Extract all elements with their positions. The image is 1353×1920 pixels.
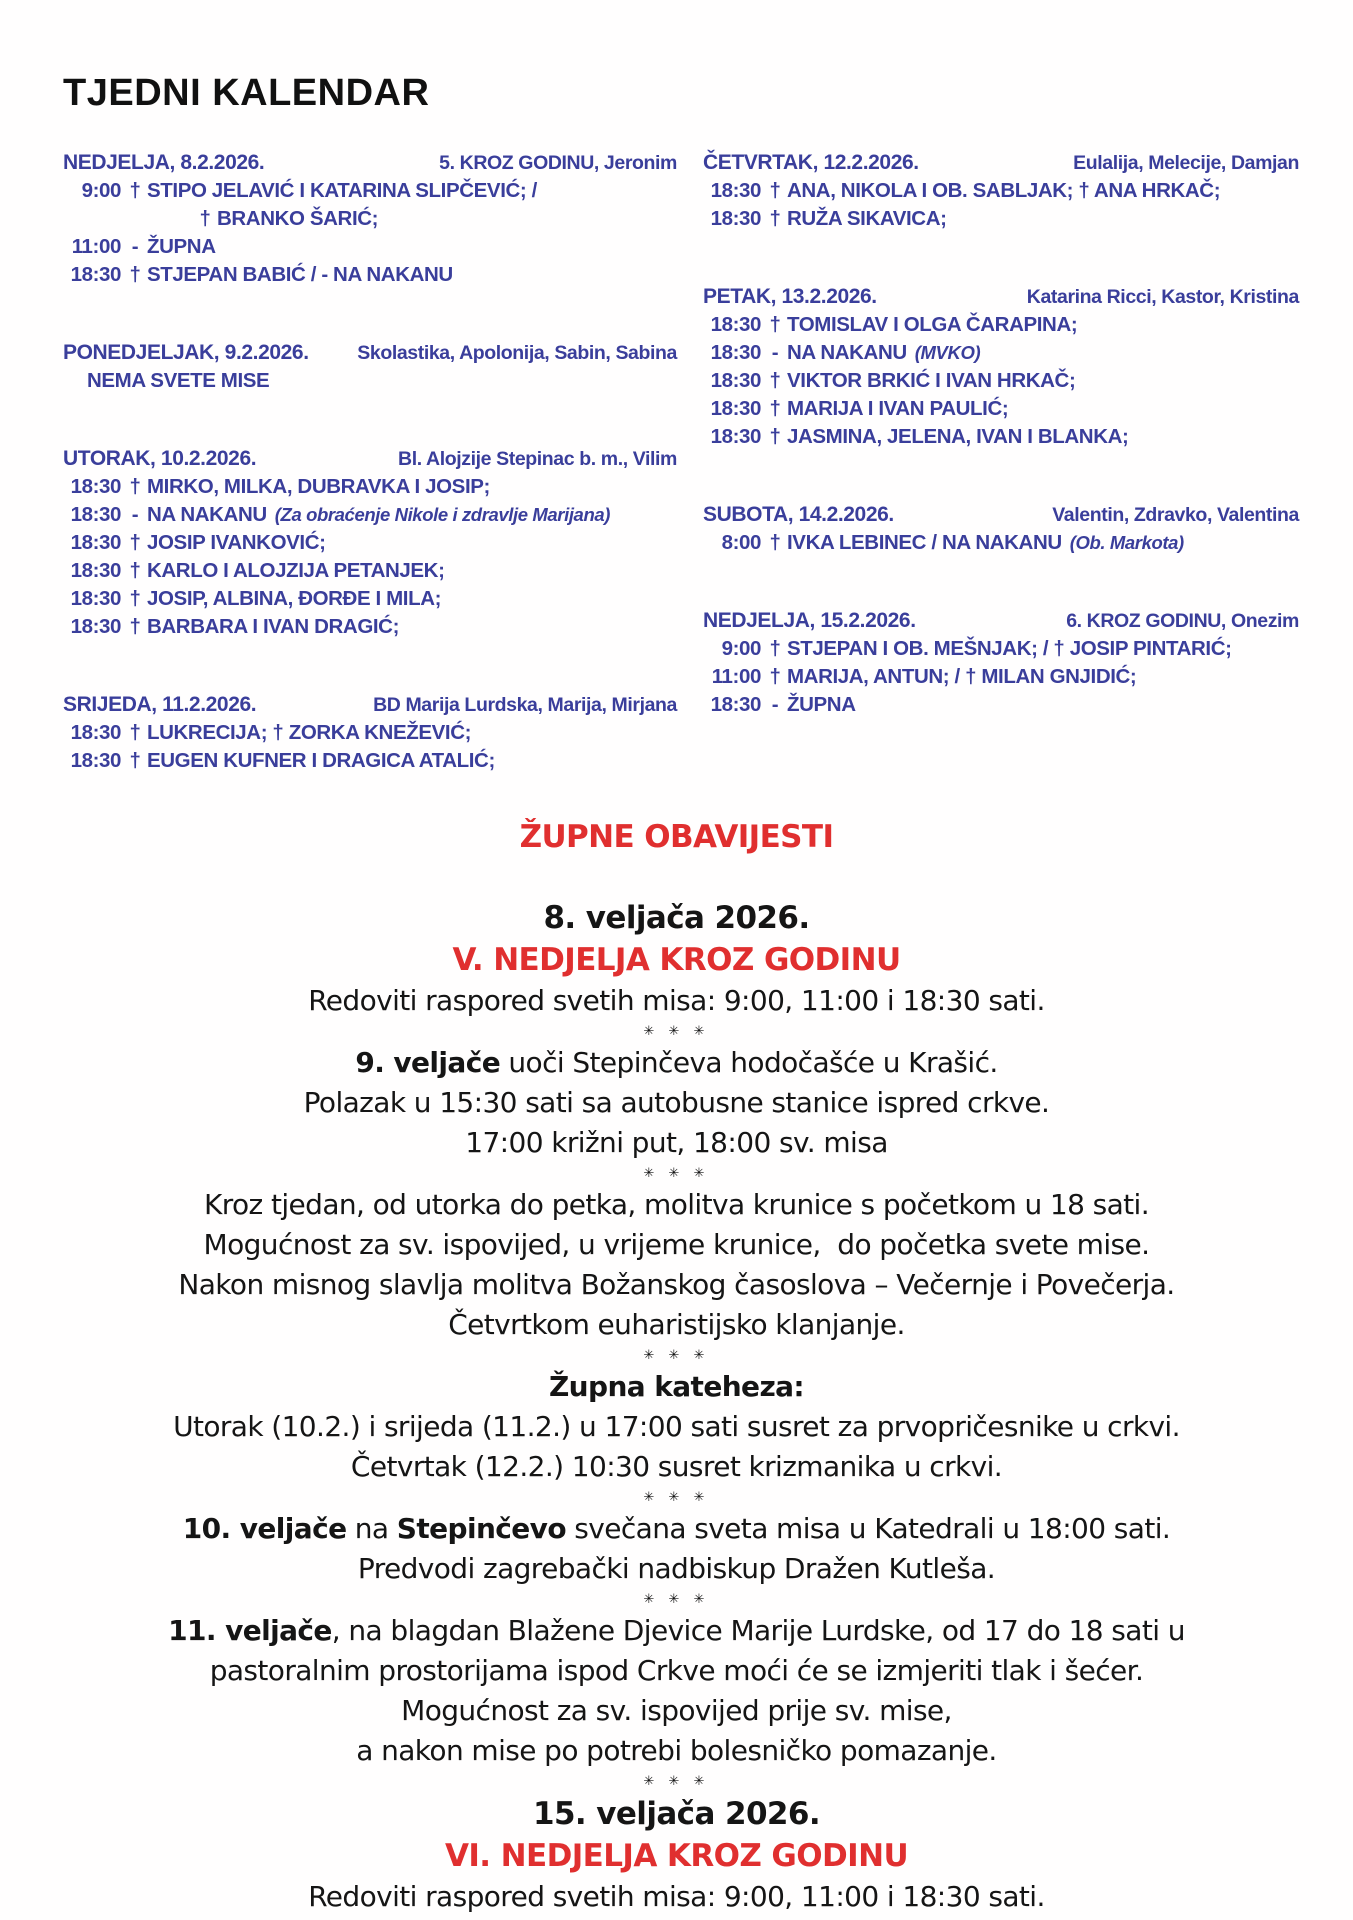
mass-text: MARIJA I IVAN PAULIĆ; xyxy=(787,397,1009,420)
mass-text: LUKRECIJA; † ZORKA KNEŽEVIĆ; xyxy=(147,721,472,744)
mass-line xyxy=(63,177,677,205)
mass-line xyxy=(63,585,677,613)
announcement-line xyxy=(36,1877,1317,1917)
announcements-body xyxy=(36,897,1317,1917)
day-name: SUBOTA, 14.2.2026. xyxy=(703,503,894,526)
mass-time: 18:30 xyxy=(70,721,121,744)
mass-line xyxy=(63,613,677,641)
mass-text: ŽUPNA xyxy=(787,693,856,716)
mass-line xyxy=(63,529,677,557)
calendar-columns xyxy=(63,149,1299,775)
day-block xyxy=(63,445,677,641)
mass-sep: † xyxy=(129,615,141,638)
day-header xyxy=(703,149,1299,177)
mass-line xyxy=(63,501,677,529)
mass-time: 11:00 xyxy=(711,665,761,688)
mass-line xyxy=(703,691,1299,719)
text-run: pastoralnim prostorijama ispod Crkve moći će se izmjeriti tlak i šećer. xyxy=(209,1654,1144,1687)
day-block xyxy=(63,691,677,775)
mass-line xyxy=(63,747,677,775)
day-feast: Skolastika, Apolonija, Sabin, Sabina xyxy=(357,342,677,364)
mass-time: 18:30 xyxy=(70,263,121,286)
mass-note: (MVKO) xyxy=(914,342,981,363)
stars-separator: ✳ ✳ ✳ xyxy=(643,1490,710,1505)
announcement-line xyxy=(36,1731,1317,1771)
mass-text: TOMISLAV I OLGA ČARAPINA; xyxy=(787,313,1078,336)
mass-time: 18:30 xyxy=(710,425,761,448)
mass-text: STJEPAN BABIĆ / - NA NAKANU xyxy=(147,263,453,286)
mass-sep: † xyxy=(129,179,141,202)
stars-separator: ✳ ✳ ✳ xyxy=(643,1024,710,1039)
mass-sep: † xyxy=(129,531,141,554)
mass-time: 18:30 xyxy=(70,749,121,772)
announcement-line xyxy=(36,1611,1317,1651)
mass-sep: - xyxy=(131,503,139,526)
announcement-line xyxy=(36,1835,1317,1877)
text-run: Mogućnost za sv. ispovijed prije sv. mise, xyxy=(401,1694,952,1727)
day-name: UTORAK, 10.2.2026. xyxy=(63,447,257,470)
mass-time: 18:30 xyxy=(70,615,121,638)
text-run: uoči Stepinčeva hodočašće u Krašić. xyxy=(500,1046,998,1079)
mass-text: STIPO JELAVIĆ I KATARINA SLIPČEVIĆ; / xyxy=(147,179,537,202)
day-name: PONEDJELJAK, 9.2.2026. xyxy=(63,341,309,364)
mass-sep: - xyxy=(131,235,139,258)
mass-text: EUGEN KUFNER I DRAGICA ATALIĆ; xyxy=(147,749,495,772)
mass-text: MIRKO, MILKA, DUBRAVKA I JOSIP; xyxy=(147,475,490,498)
calendar-title: TJEDNI KALENDAR xyxy=(63,72,430,114)
mass-text: STJEPAN I OB. MEŠNJAK; / † JOSIP PINTARIĆ; xyxy=(787,637,1232,660)
announcement-line xyxy=(36,1083,1317,1123)
announcement-line xyxy=(36,1509,1317,1549)
text-run: na xyxy=(346,1512,397,1545)
announcement-line xyxy=(36,939,1317,981)
mass-time: 18:30 xyxy=(710,313,761,336)
text-run: 10. veljače xyxy=(182,1512,347,1545)
mass-sep: † xyxy=(129,475,141,498)
announcement-line xyxy=(36,1651,1317,1691)
mass-line xyxy=(63,473,677,501)
mass-time: 18:30 xyxy=(710,341,761,364)
day-header xyxy=(63,339,677,367)
mass-sep: † xyxy=(769,207,781,230)
mass-sep: - xyxy=(771,693,779,716)
day-block xyxy=(703,283,1299,451)
text-run: Polazak u 15:30 sati sa autobusne stanice ispred crkve. xyxy=(303,1086,1050,1119)
announcement-line xyxy=(36,1305,1317,1345)
mass-time: 18:30 xyxy=(710,369,761,392)
mass-sep: † xyxy=(769,425,781,448)
calendar-column-left xyxy=(63,149,677,775)
mass-sep: † xyxy=(129,749,141,772)
mass-sep: † xyxy=(769,313,781,336)
text-run: Utorak (10.2.) i srijeda (11.2.) u 17:00 sati susret za prvopričesnike u crkvi. xyxy=(173,1410,1180,1443)
mass-text: JOSIP IVANKOVIĆ; xyxy=(147,531,326,554)
day-block xyxy=(703,607,1299,719)
announcement-line xyxy=(36,1407,1317,1447)
mass-sep: † xyxy=(769,665,781,688)
day-name: ČETVRTAK, 12.2.2026. xyxy=(703,151,919,174)
mass-time: 18:30 xyxy=(710,693,761,716)
text-run: Stepinčevo xyxy=(396,1512,566,1545)
day-feast: Valentin, Zdravko, Valentina xyxy=(1052,504,1299,526)
mass-line xyxy=(703,635,1299,663)
day-name: SRIJEDA, 11.2.2026. xyxy=(63,693,257,716)
mass-line xyxy=(63,367,677,395)
announcement-line xyxy=(36,1185,1317,1225)
mass-line xyxy=(703,663,1299,691)
text-run: Župna kateheza: xyxy=(548,1370,805,1403)
mass-time: 18:30 xyxy=(70,503,121,526)
mass-sep: † xyxy=(769,397,781,420)
mass-text: VIKTOR BRKIĆ I IVAN HRKAČ; xyxy=(787,369,1076,392)
mass-time: 11:00 xyxy=(71,235,121,258)
text-run: Predvodi zagrebački nadbiskup Dražen Kutleša. xyxy=(357,1552,996,1585)
mass-sep: † xyxy=(769,531,781,554)
mass-line xyxy=(703,367,1299,395)
announcement-line xyxy=(36,1043,1317,1083)
mass-time: 9:00 xyxy=(721,637,761,660)
mass-sep: † xyxy=(129,587,141,610)
mass-sep: - xyxy=(771,341,779,364)
text-run: , na blagdan Blažene Djevice Marije Lurdske, od 17 do 18 sati u xyxy=(331,1614,1185,1647)
announcement-line xyxy=(36,1447,1317,1487)
mass-line xyxy=(703,339,1299,367)
mass-time: 18:30 xyxy=(70,475,121,498)
text-run: Četvrtkom euharistijsko klanjanje. xyxy=(448,1308,905,1341)
announcement-line xyxy=(36,1549,1317,1589)
day-header xyxy=(703,501,1299,529)
text-run: Redoviti raspored svetih misa: 9:00, 11:00 i 18:30 sati. xyxy=(308,1880,1045,1913)
announcements-section xyxy=(0,817,1353,1917)
mass-line xyxy=(63,557,677,585)
weekly-calendar-section xyxy=(0,0,1353,775)
day-feast: Bl. Alojzije Stepinac b. m., Vilim xyxy=(398,448,677,470)
day-block xyxy=(703,149,1299,233)
mass-text: RUŽA SIKAVICA; xyxy=(787,207,947,230)
text-run: Redoviti raspored svetih misa: 9:00, 11:00 i 18:30 sati. xyxy=(308,984,1045,1017)
announcement-line xyxy=(36,1367,1317,1407)
mass-text: NA NAKANU xyxy=(787,341,907,364)
text-run: Četvrtak (12.2.) 10:30 susret krizmanika u crkvi. xyxy=(350,1450,1003,1483)
mass-line xyxy=(63,719,677,747)
announcement-line xyxy=(36,981,1317,1021)
mass-time: 18:30 xyxy=(70,559,121,582)
mass-sep: † xyxy=(129,559,141,582)
mass-line xyxy=(703,205,1299,233)
mass-time: 9:00 xyxy=(81,179,121,202)
mass-time: 18:30 xyxy=(710,397,761,420)
mass-text: JASMINA, JELENA, IVAN I BLANKA; xyxy=(787,425,1129,448)
announcement-line xyxy=(36,1225,1317,1265)
mass-time: 18:30 xyxy=(70,531,121,554)
mass-text: BARBARA I IVAN DRAGIĆ; xyxy=(147,615,399,638)
mass-text: MARIJA, ANTUN; / † MILAN GNJIDIĆ; xyxy=(787,665,1137,688)
day-header xyxy=(63,691,677,719)
day-header xyxy=(703,283,1299,311)
stars-separator: ✳ ✳ ✳ xyxy=(643,1774,710,1789)
mass-text: BRANKO ŠARIĆ; xyxy=(217,207,379,230)
day-name: NEDJELJA, 15.2.2026. xyxy=(703,609,916,632)
mass-text: NA NAKANU xyxy=(147,503,267,526)
day-name: PETAK, 13.2.2026. xyxy=(703,285,877,308)
mass-text: NEMA SVETE MISE xyxy=(87,369,270,392)
mass-time: 18:30 xyxy=(710,207,761,230)
mass-line xyxy=(703,177,1299,205)
text-run: 17:00 križni put, 18:00 sv. misa xyxy=(465,1126,888,1159)
stars-separator: ✳ ✳ ✳ xyxy=(643,1348,710,1363)
mass-line xyxy=(703,395,1299,423)
mass-note: (Za obraćenje Nikole i zdravlje Marijana) xyxy=(274,504,610,525)
day-header xyxy=(63,149,677,177)
announcement-line xyxy=(36,1123,1317,1163)
day-feast: Eulalija, Melecije, Damjan xyxy=(1073,152,1299,174)
day-header xyxy=(63,445,677,473)
mass-text: JOSIP, ALBINA, ĐORĐE I MILA; xyxy=(147,587,442,610)
day-name: NEDJELJA, 8.2.2026. xyxy=(63,151,265,174)
mass-line xyxy=(63,233,677,261)
day-block xyxy=(63,149,677,289)
mass-line xyxy=(703,311,1299,339)
announcement-line xyxy=(36,1793,1317,1835)
text-run: svečana sveta misa u Katedrali u 18:00 sati. xyxy=(565,1512,1171,1545)
text-run: Kroz tjedan, od utorka do petka, molitva krunice s početkom u 18 sati. xyxy=(203,1188,1150,1221)
mass-sep: † xyxy=(769,369,781,392)
mass-line xyxy=(63,205,677,233)
mass-sep: † xyxy=(129,721,141,744)
mass-sep: † xyxy=(199,207,211,230)
mass-text: ŽUPNA xyxy=(147,235,216,258)
mass-time: 18:30 xyxy=(70,587,121,610)
text-run: V. NEDJELJA KROZ GODINU xyxy=(452,942,901,978)
announcement-line xyxy=(36,897,1317,939)
text-run: Nakon misnog slavlja molitva Božanskog časoslova – Večernje i Povečerja. xyxy=(178,1268,1175,1301)
text-run: a nakon mise po potrebi bolesničko pomazanje. xyxy=(356,1734,997,1767)
mass-line xyxy=(63,261,677,289)
text-run: 8. veljača 2026. xyxy=(543,900,810,936)
stars-separator: ✳ ✳ ✳ xyxy=(643,1166,710,1181)
mass-note: (Ob. Markota) xyxy=(1069,532,1184,553)
mass-time: 8:00 xyxy=(721,531,761,554)
mass-text: KARLO I ALOJZIJA PETANJEK; xyxy=(147,559,445,582)
text-run: 9. veljače xyxy=(355,1046,501,1079)
mass-sep: † xyxy=(129,263,141,286)
text-run: VI. NEDJELJA KROZ GODINU xyxy=(444,1838,909,1874)
day-block xyxy=(63,339,677,395)
mass-sep: † xyxy=(769,637,781,660)
text-run: 11. veljače xyxy=(168,1614,332,1647)
day-block xyxy=(703,501,1299,557)
day-feast: 6. KROZ GODINU, Onezim xyxy=(1066,610,1299,632)
mass-text: ANA, NIKOLA I OB. SABLJAK; † ANA HRKAČ; xyxy=(787,179,1221,202)
stars-separator: ✳ ✳ ✳ xyxy=(643,1592,710,1607)
calendar-column-right xyxy=(703,149,1299,775)
mass-text: IVKA LEBINEC / NA NAKANU xyxy=(787,531,1062,554)
announcements-heading: ŽUPNE OBAVIJESTI xyxy=(519,819,834,855)
text-run: 15. veljača 2026. xyxy=(532,1796,821,1832)
text-run: Mogućnost za sv. ispovijed, u vrijeme krunice, do početka svete mise. xyxy=(203,1228,1150,1261)
mass-sep: † xyxy=(769,179,781,202)
day-header xyxy=(703,607,1299,635)
day-feast: BD Marija Lurdska, Marija, Mirjana xyxy=(373,694,677,716)
day-feast: Katarina Ricci, Kastor, Kristina xyxy=(1026,286,1299,308)
mass-line xyxy=(703,423,1299,451)
mass-time: 18:30 xyxy=(710,179,761,202)
mass-line xyxy=(703,529,1299,557)
announcement-line xyxy=(36,1691,1317,1731)
announcement-line xyxy=(36,1265,1317,1305)
day-feast: 5. KROZ GODINU, Jeronim xyxy=(439,152,677,174)
